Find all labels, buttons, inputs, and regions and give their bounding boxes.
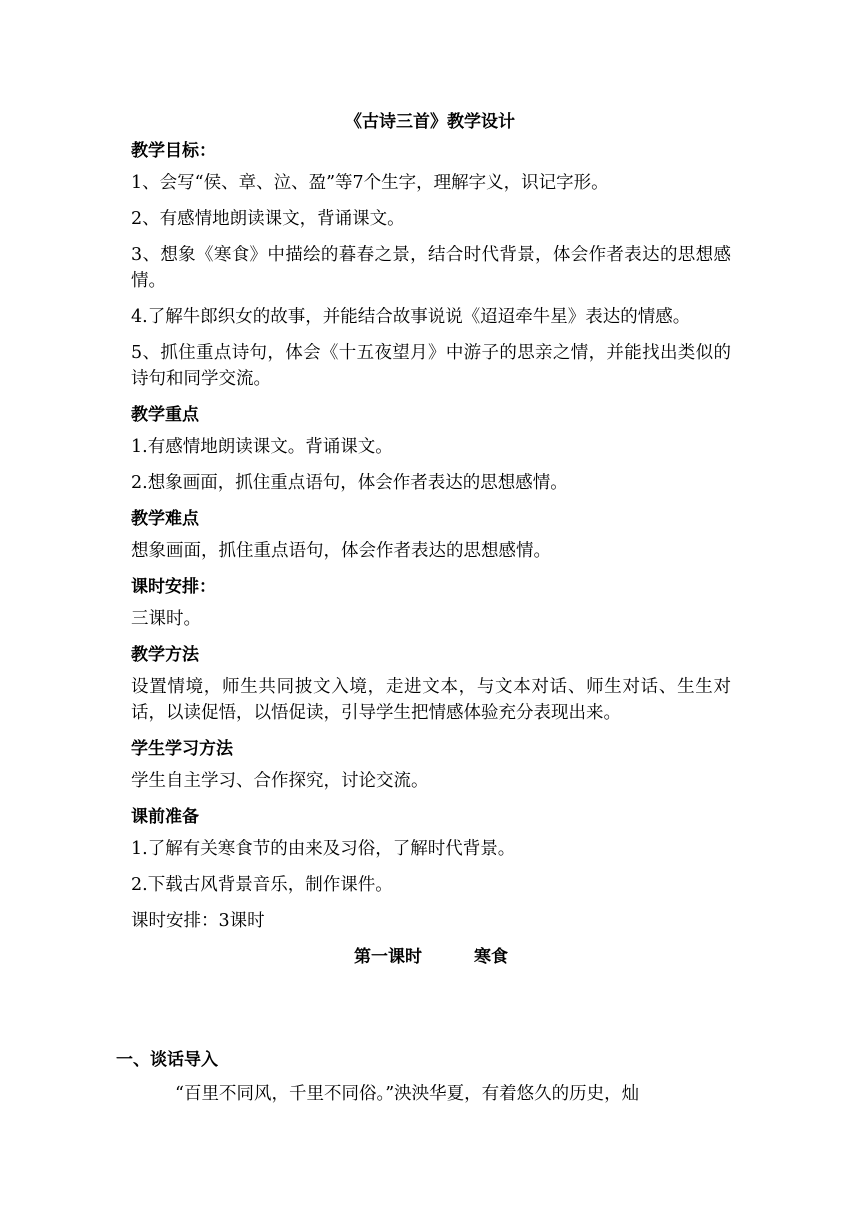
learning-heading: 学生学习方法 (131, 739, 233, 759)
document-body (131, 138, 731, 980)
difficulty-heading: 教学难点 (131, 509, 199, 529)
lesson-title (131, 944, 731, 970)
goals-heading: 教学目标： (131, 141, 216, 161)
schedule-summary: 课时安排：3课时 (131, 911, 265, 931)
prep-heading: 课前准备 (131, 807, 199, 827)
intro-paragraph: “百里不同风，千里不同俗。”泱泱华夏，有着悠久的历史，灿 (175, 1084, 640, 1104)
schedule-heading: 课时安排： (131, 577, 216, 597)
key-item: 2.想象画面，抓住重点语句，体会作者表达的思想感情。 (131, 473, 568, 493)
document-title: 《古诗三首》教学设计 (345, 112, 515, 132)
prep-item: 2.下载古风背景音乐，制作课件。 (131, 875, 393, 895)
learning-text: 学生自主学习、合作探究，讨论交流。 (131, 771, 429, 791)
key-item: 1.有感情地朗读课文。背诵课文。 (131, 437, 393, 457)
method-heading: 教学方法 (131, 645, 199, 665)
goal-item: 1、会写“侯、章、泣、盈”等7个生字，理解字义，识记字形。 (131, 173, 609, 193)
section-heading-intro: 一、谈话导入 (116, 1050, 218, 1070)
lesson-poem: 寒食 (474, 947, 508, 967)
goal-item: 4.了解牛郎织女的故事，并能结合故事说说《迢迢牵牛星》表达的情感。 (131, 307, 691, 327)
key-heading: 教学重点 (131, 405, 199, 425)
method-text: 设置情境，师生共同披文入境，走进文本，与文本对话、师生对话、生生对话，以读促悟，以悟促读，引导学生把情感体验充分表现出来。 (131, 677, 731, 723)
goal-item: 5、抓住重点诗句，体会《十五夜望月》中游子的思亲之情，并能找出类似的诗句和同学交流。 (131, 343, 731, 389)
lesson-label: 第一课时 (354, 947, 422, 967)
goal-item: 2、有感情地朗读课文，背诵课文。 (131, 209, 405, 229)
prep-item: 1.了解有关寒食节的由来及习俗，了解时代背景。 (131, 839, 516, 859)
difficulty-text: 想象画面，抓住重点语句，体会作者表达的思想感情。 (131, 541, 551, 561)
goal-item: 3、想象《寒食》中描绘的暮春之景，结合时代背景，体会作者表达的思想感情。 (131, 245, 731, 291)
schedule-text: 三课时。 (131, 609, 201, 629)
